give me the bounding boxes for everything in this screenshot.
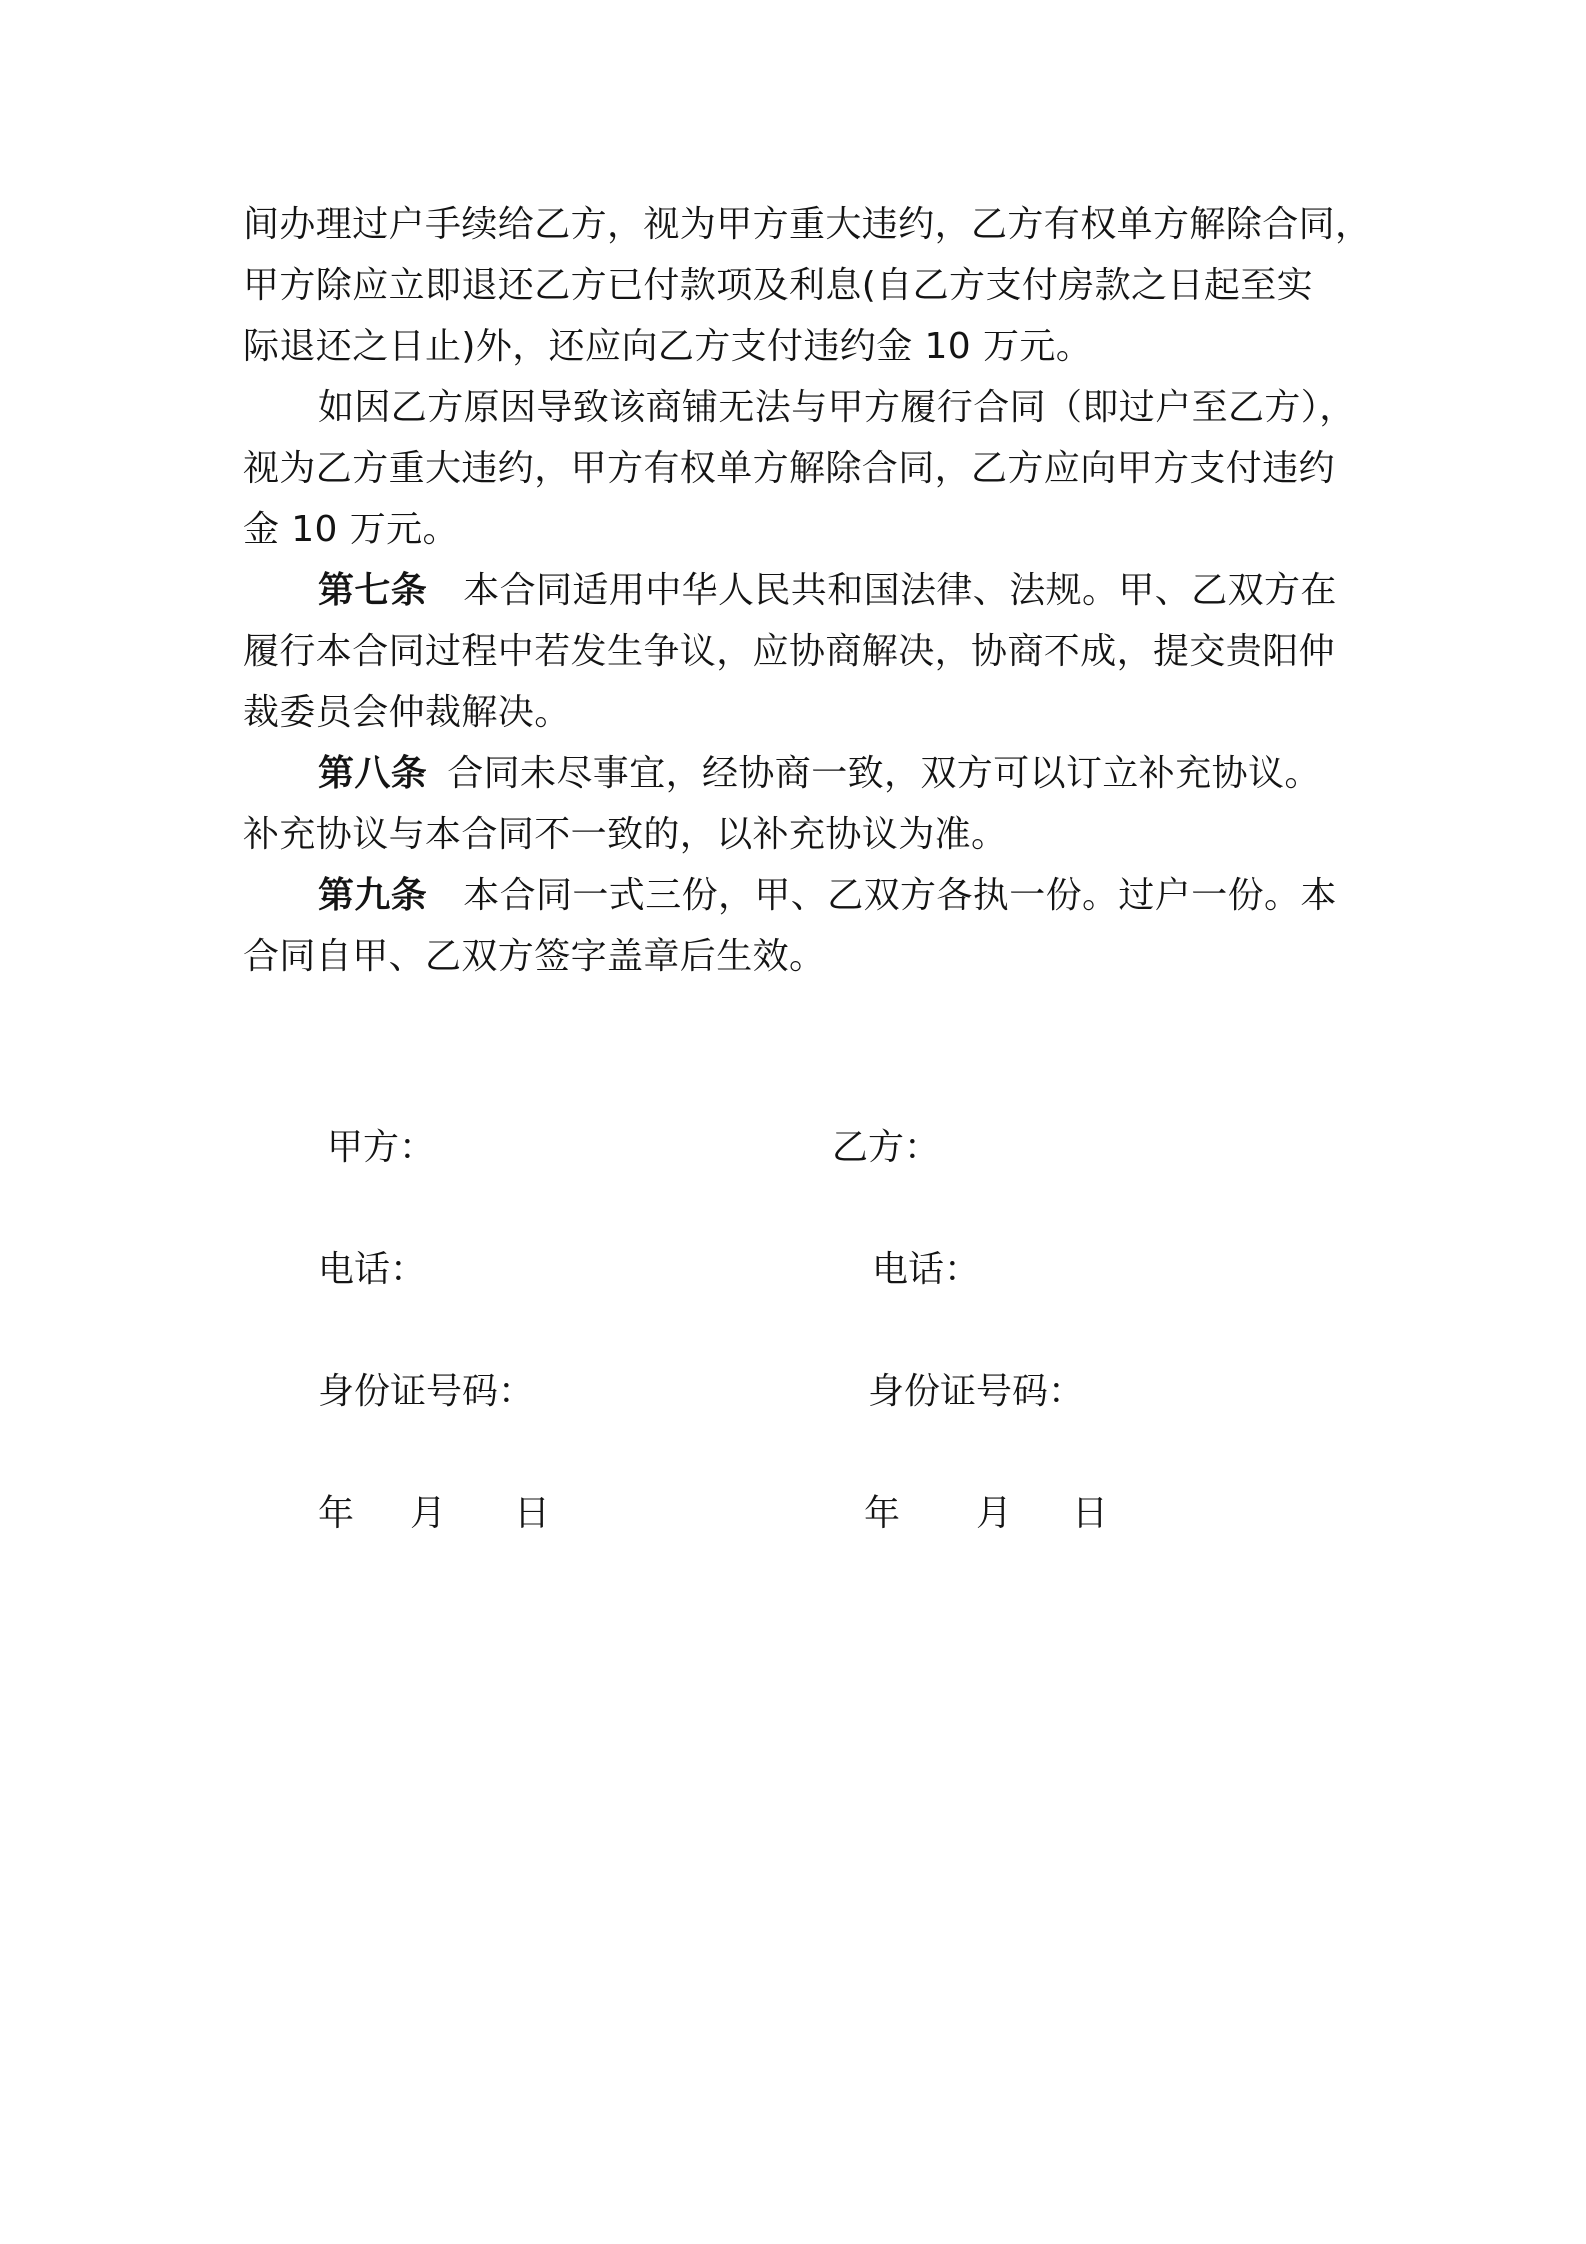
party-a-year: 年 — [318, 1493, 355, 1534]
party-a-month: 月 — [410, 1493, 447, 1534]
party-b-day: 日 — [1072, 1493, 1109, 1534]
party-b-label: 乙方： — [832, 1127, 941, 1168]
text-line: 际退还之日止)外，还应向乙方支付违约金 10 万元。 — [243, 326, 1093, 367]
article-seven-line — [318, 571, 1337, 611]
text-line: 合同未尽事宜，经协商一致，双方可以订立补充协议。 — [447, 753, 1321, 794]
party-a-id-label: 身份证号码： — [318, 1371, 535, 1412]
party-a-phone-label: 电话： — [318, 1249, 427, 1290]
text-line: 本合同适用中华人民共和国法律、法规。甲、乙双方在 — [463, 570, 1337, 611]
text-line: 补充协议与本合同不一致的，以补充协议为准。 — [243, 814, 1008, 855]
text-line: 如因乙方原因导致该商铺无法与甲方履行合同（即过户至乙方）， — [318, 387, 1356, 428]
article-nine-line — [318, 876, 1337, 916]
party-b-id-label: 身份证号码： — [868, 1371, 1085, 1412]
party-b-phone-label: 电话： — [872, 1249, 981, 1290]
text-line: 视为乙方重大违约，甲方有权单方解除合同，乙方应向甲方支付违约 — [243, 448, 1336, 489]
text-line: 甲方除应立即退还乙方已付款项及利息(自乙方支付房款之日起至实 — [243, 265, 1314, 306]
text-line: 履行本合同过程中若发生争议，应协商解决，协商不成，提交贵阳仲 — [243, 631, 1336, 672]
party-b-month: 月 — [976, 1493, 1013, 1534]
article-seven-heading: 第七条 — [318, 570, 428, 611]
article-nine-heading: 第九条 — [318, 875, 428, 916]
text-line: 裁委员会仲裁解决。 — [243, 692, 571, 733]
party-b-year: 年 — [864, 1493, 901, 1534]
article-eight-line — [318, 754, 1321, 794]
text-line: 间办理过户手续给乙方，视为甲方重大违约，乙方有权单方解除合同， — [243, 204, 1372, 245]
article-eight-heading: 第八条 — [318, 753, 428, 794]
text-line: 合同自甲、乙双方签字盖章后生效。 — [243, 936, 826, 977]
party-a-label: 甲方： — [327, 1127, 436, 1168]
party-a-day: 日 — [514, 1493, 551, 1534]
text-line: 金 10 万元。 — [243, 509, 459, 550]
text-line: 本合同一式三份，甲、乙双方各执一份。过户一份。本 — [463, 875, 1337, 916]
